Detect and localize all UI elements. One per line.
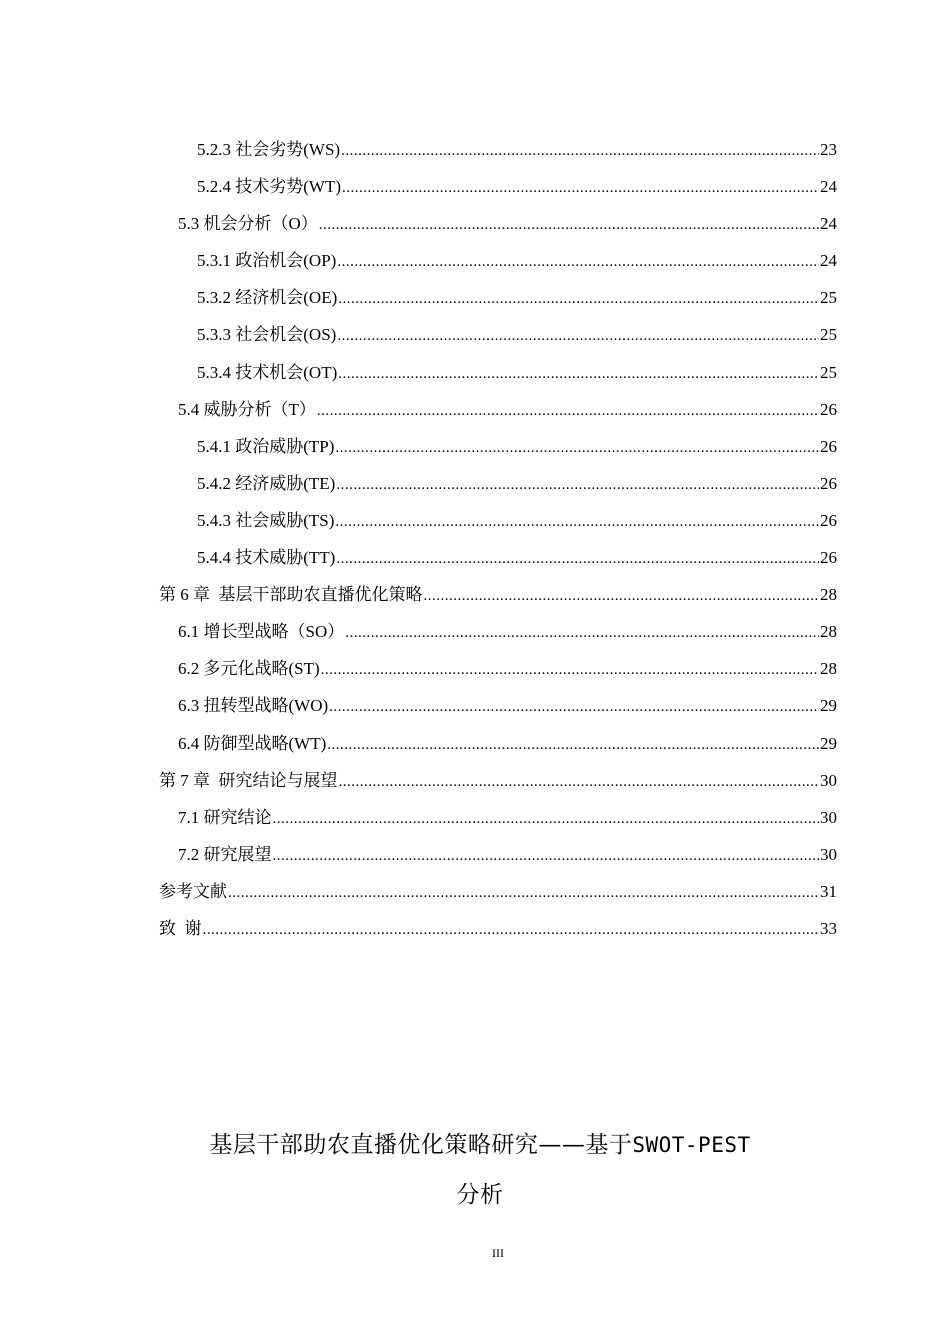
toc-entry-page: 24 xyxy=(820,214,837,234)
toc-entry-label: 5.4.1 政治威胁(TP) xyxy=(197,436,335,456)
title-chinese-part: 基层干部助农直播优化策略研究——基于 xyxy=(209,1132,633,1158)
toc-entry[interactable] xyxy=(159,242,837,279)
toc-entry-label: 5.3.4 技术机会(OT) xyxy=(197,362,338,382)
document-title-line-2: 分析 xyxy=(456,1182,504,1208)
toc-entry[interactable] xyxy=(159,205,837,242)
toc-entry-label: 参考文献 xyxy=(159,881,227,901)
toc-entry[interactable] xyxy=(159,836,837,873)
page-number: III xyxy=(492,1246,504,1260)
toc-entry[interactable] xyxy=(159,131,837,168)
toc-entry[interactable] xyxy=(159,168,837,205)
toc-entry-page: 26 xyxy=(820,436,837,456)
toc-dot-leader xyxy=(321,652,819,689)
toc-dot-leader xyxy=(319,207,819,244)
toc-entry-page: 33 xyxy=(820,918,837,938)
toc-entry[interactable] xyxy=(159,391,837,428)
toc-entry[interactable] xyxy=(159,539,837,576)
toc-entry-page: 26 xyxy=(820,473,837,493)
toc-dot-leader xyxy=(337,244,819,281)
toc-entry-page: 26 xyxy=(820,548,837,568)
toc-entry[interactable] xyxy=(159,428,837,465)
toc-entry-label: 5.4.4 技术威胁(TT) xyxy=(197,548,336,568)
toc-entry[interactable] xyxy=(159,687,837,724)
toc-entry-label: 6.3 扭转型战略(WO) xyxy=(178,696,329,716)
toc-dot-leader xyxy=(335,430,819,467)
toc-dot-leader xyxy=(342,170,819,207)
toc-entry-page: 28 xyxy=(820,659,837,679)
toc-entry-label: 5.4.3 社会威胁(TS) xyxy=(197,510,335,530)
toc-entry-label: 5.3.2 经济机会(OE) xyxy=(197,288,338,308)
toc-dot-leader xyxy=(338,356,819,393)
document-title xyxy=(150,1120,810,1220)
toc-entry[interactable] xyxy=(159,613,837,650)
toc-entry-page: 26 xyxy=(820,399,837,419)
toc-entry-label: 5.2.3 社会劣势(WS) xyxy=(197,140,341,159)
toc-entry-label: 6.1 增长型战略（SO） xyxy=(178,622,345,642)
toc-dot-leader xyxy=(336,467,819,504)
toc-entry-label: 7.1 研究结论 xyxy=(178,807,272,827)
document-title-line-1 xyxy=(150,1120,810,1170)
toc-entry-label: 5.3.1 政治机会(OP) xyxy=(197,251,337,271)
toc-entry-page: 23 xyxy=(820,140,837,159)
toc-dot-leader xyxy=(336,541,819,578)
toc-entry-page: 24 xyxy=(820,177,837,197)
toc-entry-page: 25 xyxy=(820,325,837,345)
toc-entry-page: 28 xyxy=(820,585,837,605)
toc-entry[interactable] xyxy=(159,873,837,910)
toc-dot-leader xyxy=(203,912,820,949)
toc-entry[interactable] xyxy=(159,465,837,502)
toc-entry-page: 30 xyxy=(820,844,837,864)
toc-dot-leader xyxy=(273,838,820,875)
toc-dot-leader xyxy=(327,727,819,764)
title-latin-part: SWOT-PEST xyxy=(632,1133,751,1157)
toc-dot-leader xyxy=(317,393,819,430)
toc-entry-label: 第 7 章 研究结论与展望 xyxy=(159,770,338,790)
toc-entry[interactable] xyxy=(159,354,837,391)
toc-entry[interactable] xyxy=(159,502,837,539)
toc-dot-leader xyxy=(329,689,819,726)
toc-entry[interactable] xyxy=(159,279,837,316)
toc-entry-page: 28 xyxy=(820,622,837,642)
table-of-contents xyxy=(159,131,837,947)
toc-entry-page: 31 xyxy=(820,881,837,901)
toc-dot-leader xyxy=(335,504,819,541)
toc-entry-label: 5.3.3 社会机会(OS) xyxy=(197,325,337,345)
toc-entry-page: 24 xyxy=(820,251,837,271)
toc-entry-page: 30 xyxy=(820,770,837,790)
toc-entry-label: 5.3 机会分析（O） xyxy=(178,214,318,234)
toc-dot-leader xyxy=(345,615,819,652)
toc-entry[interactable] xyxy=(159,910,837,947)
toc-entry[interactable] xyxy=(159,650,837,687)
toc-entry-page: 30 xyxy=(820,807,837,827)
toc-entry-label: 6.2 多元化战略(ST) xyxy=(178,659,320,679)
toc-dot-leader xyxy=(273,801,820,838)
toc-entry[interactable] xyxy=(159,725,837,762)
toc-dot-leader xyxy=(339,764,820,801)
toc-entry[interactable] xyxy=(159,576,837,613)
toc-entry-page: 25 xyxy=(820,288,837,308)
toc-entry-label: 第 6 章 基层干部助农直播优化策略 xyxy=(159,585,423,605)
toc-entry-page: 25 xyxy=(820,362,837,382)
toc-entry-page: 26 xyxy=(820,510,837,530)
toc-entry-page: 29 xyxy=(820,733,837,753)
toc-dot-leader xyxy=(341,133,819,170)
toc-entry-label: 致 谢 xyxy=(159,918,202,938)
toc-entry-page: 29 xyxy=(820,696,837,716)
toc-dot-leader xyxy=(424,578,820,615)
toc-dot-leader xyxy=(338,281,819,318)
toc-entry-label: 6.4 防御型战略(WT) xyxy=(178,733,327,753)
toc-entry-label: 5.4.2 经济威胁(TE) xyxy=(197,473,336,493)
toc-dot-leader xyxy=(228,875,819,912)
toc-entry-label: 5.2.4 技术劣势(WT) xyxy=(197,177,342,197)
toc-dot-leader xyxy=(337,318,819,355)
toc-entry[interactable] xyxy=(159,762,837,799)
toc-entry-label: 5.4 威胁分析（T） xyxy=(178,399,316,419)
toc-entry-label: 7.2 研究展望 xyxy=(178,844,272,864)
toc-entry[interactable] xyxy=(159,316,837,353)
toc-entry[interactable] xyxy=(159,799,837,836)
